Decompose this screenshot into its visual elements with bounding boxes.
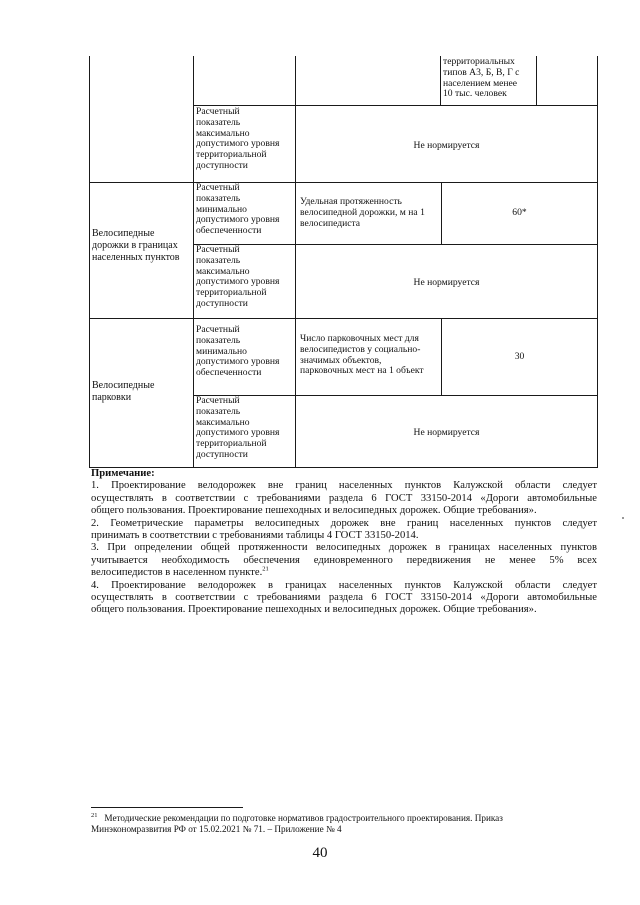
note-item-4-line-2: осуществлять в соответствии с требованиями раздела 6 ГОСТ 33150-2014 «Дороги автомобильные — [91, 592, 597, 604]
indicator-max-access-1: Расчетный показатель максимально допустимого уровня территориальной доступности — [196, 106, 280, 171]
page-number: 40 — [312, 845, 328, 861]
footnote-number: 21 — [91, 811, 98, 819]
value-max-access-1: Не нормируется — [413, 140, 480, 151]
note-item-3-line-3: велосипедистов в населенном пункте.$^{21}$ — [91, 565, 269, 579]
footnote-divider — [91, 807, 243, 808]
note-item-4-line-3: общего пользования. Проектирование пешеходных и велосипедных дорожек. Общие требования». — [91, 604, 537, 616]
bike-parking-min-indicator: Расчетный показатель минимально допустимого уровня обеспеченности — [196, 324, 280, 379]
table-border — [536, 56, 537, 105]
bike-parking-min-value: 30 — [514, 351, 525, 362]
table-border — [193, 105, 598, 106]
footnote-line-2: Минэкономразвития РФ от 15.02.2021 № 71. – Приложение № 4 — [91, 824, 342, 835]
bike-parking-max-indicator: Расчетный показатель максимально допустимого уровня территориальной доступности — [196, 395, 280, 460]
note-item-3-line-2: учитывается необходимость обеспечения единовременного передвижения не менее 5% всех — [91, 554, 597, 566]
note-item-1-line-1: 1. Проектирование велодорожек вне границ населенных пунктов Калужской области следует — [91, 480, 597, 492]
footnote — [91, 813, 597, 835]
table-border — [597, 56, 598, 468]
footnote-line-1: Методические рекомендации по подготовке нормативов градостроительного проектирования. Приказ — [104, 813, 503, 823]
bike-paths-min-indicator: Расчетный показатель минимально допустимого уровня обеспеченности — [196, 182, 280, 237]
scan-speck — [622, 517, 624, 519]
note-item-1-line-3: общего пользования. Проектирование пешеходных и велосипедных дорожек. Общие требования». — [91, 505, 537, 517]
notes-title: Примечание: — [91, 468, 155, 479]
note-item-2-line-1: 2. Геометрические параметры велосипедных дорожек вне границ населенных пунктов следует — [91, 517, 597, 529]
note-item-1-line-2: осуществлять в соответствии с требованиями раздела 6 ГОСТ 33150-2014 «Дороги автомобильные — [91, 492, 597, 504]
notes-section — [91, 468, 597, 617]
bike-paths-max-value: Не нормируется — [413, 277, 480, 288]
bike-paths-min-value: 60* — [512, 207, 527, 218]
top-row-criterion: территориальных типов А3, Б, В, Г с населением менее 10 тыс. человек — [443, 56, 520, 100]
bike-paths-max-indicator: Расчетный показатель максимально допустимого уровня территориальной доступности — [196, 244, 280, 309]
bike-paths-name: Велосипедные дорожки в границах населенных пунктов — [92, 228, 180, 263]
bike-parking-max-value: Не нормируется — [413, 427, 480, 438]
bike-parking-min-criterion: Число парковочных мест для велосипедистов у социально- значимых объектов, парковочных мест на 1 объект — [300, 333, 424, 377]
table-border — [89, 182, 598, 183]
table-border — [193, 56, 194, 468]
bike-parking-name: Велосипедные парковки — [92, 380, 155, 403]
bike-paths-min-criterion: Удельная протяженность велосипедной дорожки, м на 1 велосипедиста — [300, 196, 425, 229]
table-border — [295, 56, 296, 468]
table-border — [440, 56, 441, 105]
footnote-ref[interactable]: 21 — [262, 565, 269, 573]
table-border — [89, 56, 90, 468]
note-item-4-line-1: 4. Проектирование велодорожек в границах населенных пунктов Калужской области следует — [91, 579, 597, 591]
note-item-3-line-1: 3. При определении общей протяженности велосипедных дорожек в границах населенных пунктов — [91, 542, 597, 554]
note-item-2-line-2: принимать в соответствии с требованиями таблицы 4 ГОСТ 33150-2014. — [91, 530, 419, 542]
table-border — [89, 318, 598, 319]
